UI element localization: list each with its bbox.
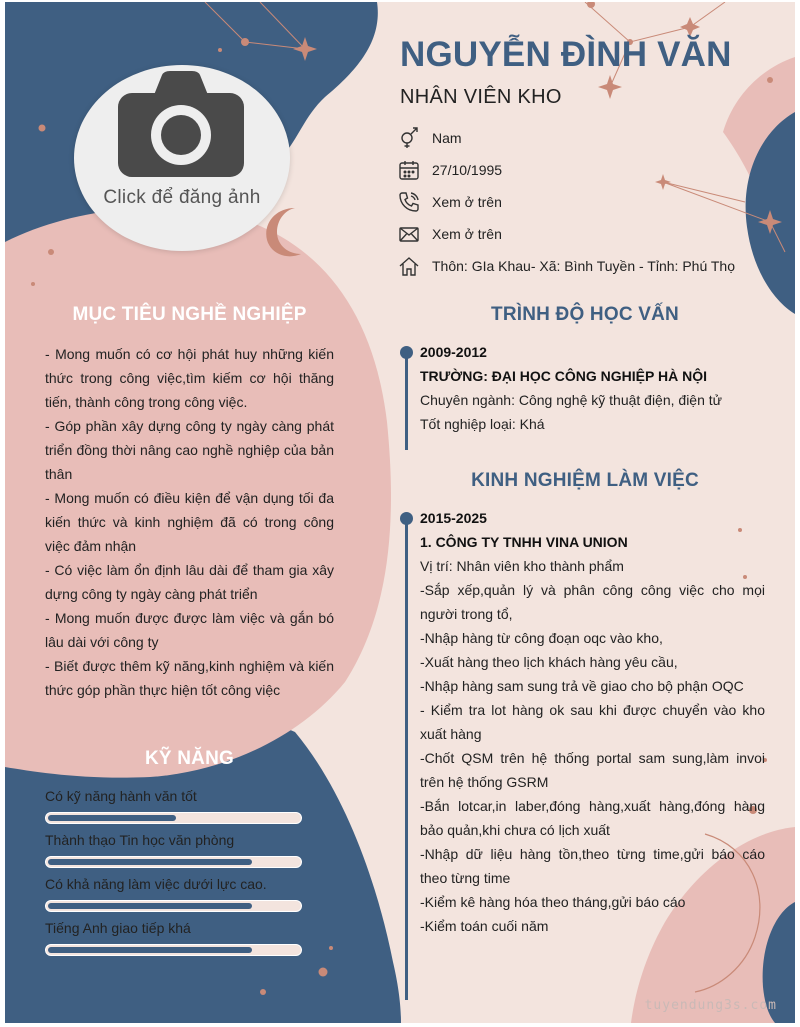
gender-value: Nam [432,130,462,146]
objective-text [45,342,334,702]
experience-duty: -Kiểm toán cuối năm [420,918,549,934]
skill-bar-fill [48,903,252,909]
education-period: 2009-2012 [420,344,487,360]
objective-item: - Mong muốn có cơ hội phát huy những kiến thức trong công việc,tìm kiếm cơ hội thăng tiến, thành công trong công việc. [45,346,334,410]
info-phone [398,191,502,213]
home-icon [398,255,420,277]
info-email [398,223,502,245]
experience-company: 1. CÔNG TY TNHH VINA UNION [420,534,628,550]
experience-position: Vị trí: Nhân viên kho thành phẩm [420,558,624,574]
objective-item: - Mong muốn được được làm việc và gắn bó lâu dài với công ty [45,610,334,650]
gender-icon [398,127,420,149]
experience-period: 2015-2025 [420,510,487,526]
camera-icon [116,71,246,186]
education-grade: Tốt nghiệp loại: Khá [420,416,545,432]
education-heading: TRÌNH ĐỘ HỌC VẤN [491,304,679,325]
skill-bar [45,900,302,912]
education-entry [420,340,765,436]
education-timeline-dot [400,346,413,359]
experience-heading: KINH NGHIỆM LÀM VIỆC [471,470,699,491]
info-address [398,255,735,277]
skill-bar [45,944,302,956]
skill-bar-fill [48,947,252,953]
skill-bar [45,856,302,868]
skill-label: Thành thạo Tin học văn phòng [45,832,235,848]
education-school: TRƯỜNG: ĐẠI HỌC CÔNG NGHIỆP HÀ NỘI [420,368,707,384]
experience-duty: -Nhập hàng từ công đoạn oqc vào kho, [420,630,663,646]
info-birthday [398,159,502,181]
objective-item: - Có việc làm ổn định lâu dài để tham gia xây dựng công ty ngày càng phát triển [45,562,334,602]
candidate-name: NGUYỄN ĐÌNH VĂN [400,35,732,74]
upload-photo-label: Click để đăng ảnh [103,187,261,208]
email-value: Xem ở trên [432,226,502,242]
skill-bar-fill [48,815,176,821]
skill-bar [45,812,302,824]
avatar-upload[interactable] [74,65,290,251]
skill-bar-fill [48,859,252,865]
resume-page [5,2,795,1023]
skills-heading: KỸ NĂNG [144,748,234,769]
experience-timeline-line [405,516,408,1000]
objective-item: - Biết được thêm kỹ năng,kinh nghiệm và kiến thức góp phần thực hiện tốt công việc [45,658,334,698]
objective-item: - Góp phần xây dựng công ty ngày càng phát triển đồng thời nâng cao nghề nghiệp của bản thân [45,418,334,482]
phone-icon [398,191,420,213]
education-timeline-line [405,350,408,450]
info-gender [398,127,462,149]
objective-item: - Mong muốn có điều kiện để vận dụng tối đa kiến thức và kinh nghiệm đã có trong công việc đảm nhận [45,490,334,554]
phone-value: Xem ở trên [432,194,502,210]
job-title: NHÂN VIÊN KHO [400,86,562,108]
experience-duty: -Bắn lotcar,in laber,đóng hàng,xuất hàng,đóng hàng bảo quản,khi chưa có lịch xuất [420,798,765,838]
watermark: tuyendung3s.com [644,998,777,1013]
skill-label: Có kỹ năng hành văn tốt [45,788,197,804]
skill-label: Có khả năng làm việc dưới lực cao. [45,876,267,892]
experience-duty: -Nhập dữ liệu hàng tồn,theo từng time,gửi báo cáo theo từng time [420,846,765,886]
experience-duty: -Sắp xếp,quản lý và phân công công việc cho mọi người trong tổ, [420,582,765,622]
experience-duty: -Xuất hàng theo lịch khách hàng yêu cầu, [420,654,678,670]
experience-duty: -Chốt QSM trên hệ thống portal sam sung,làm invoi trên hệ thống GSRM [420,750,765,790]
calendar-icon [398,159,420,181]
skill-label: Tiếng Anh giao tiếp khá [45,920,191,936]
objective-heading: MỤC TIÊU NGHỀ NGHIỆP [72,304,307,325]
experience-entry [420,506,765,938]
experience-timeline-dot [400,512,413,525]
address-value: Thôn: GIa Khau- Xã: Bình Tuyền - Tỉnh: Phú Thọ [432,258,735,274]
experience-duty: -Kiểm kê hàng hóa theo tháng,gửi báo cáo [420,894,686,910]
experience-duty: - Kiểm tra lot hàng ok sau khi được chuyển vào kho xuất hàng [420,702,765,742]
experience-duty: -Nhập hàng sam sung trả về giao cho bộ phận OQC [420,678,744,694]
birthday-value: 27/10/1995 [432,162,503,178]
email-icon [398,223,420,245]
education-major: Chuyên ngành: Công nghệ kỹ thuật điện, điện tử [420,392,723,408]
